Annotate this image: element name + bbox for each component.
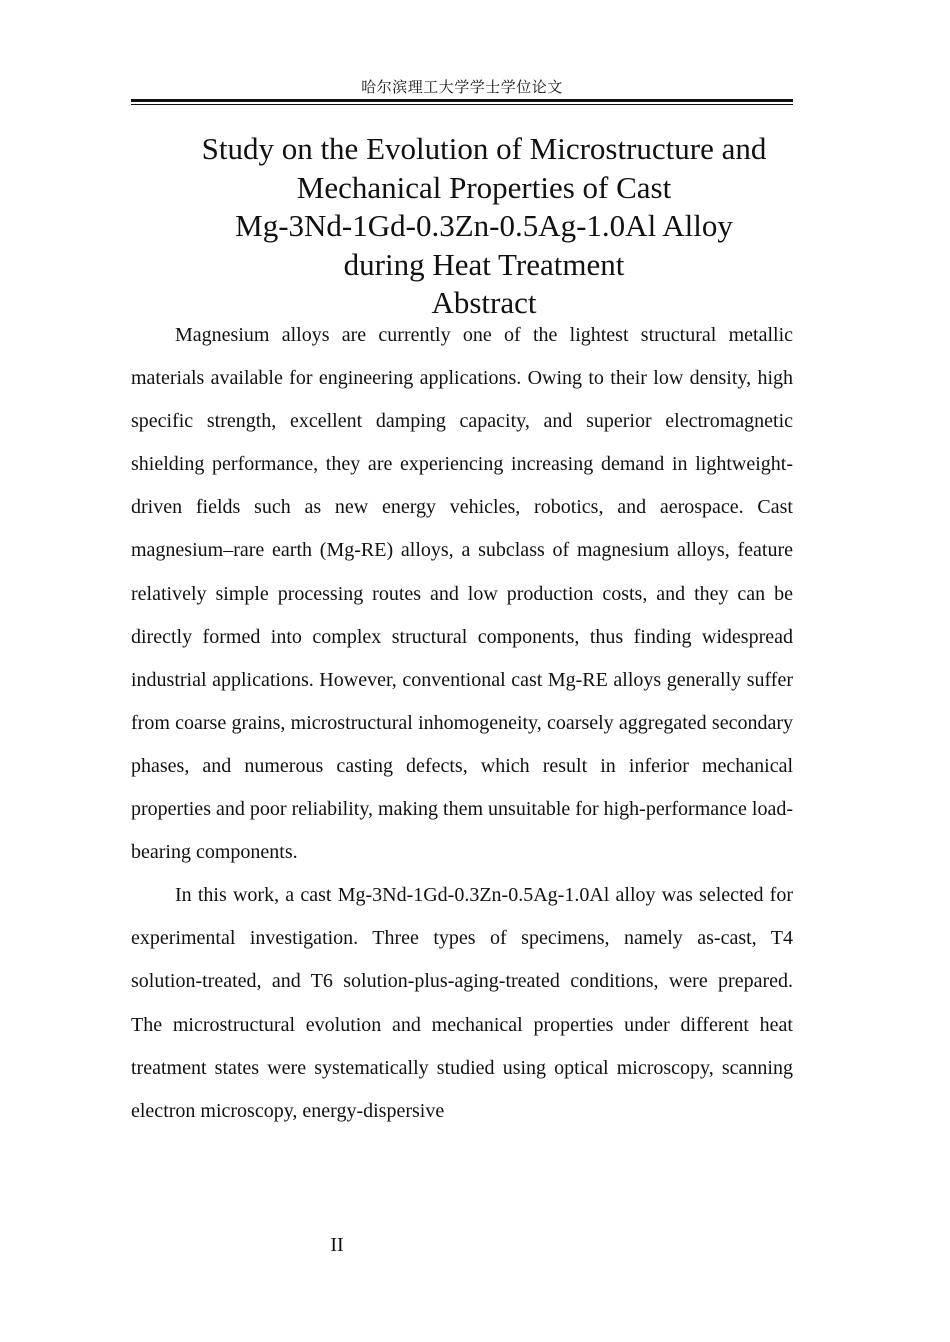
abstract-body — [131, 314, 793, 1133]
header-rule-thick — [131, 99, 793, 102]
abstract-heading: Abstract — [431, 285, 537, 320]
running-header: 哈尔滨理工大学学士学位论文 — [361, 80, 563, 96]
header-rule-thin — [131, 104, 793, 105]
thesis-title-line: Study on the Evolution of Microstructure and — [201, 131, 767, 166]
thesis-title — [131, 130, 837, 284]
abstract-paragraph: In this work, a cast Mg-3Nd-1Gd-0.3Zn-0.5Ag-1.0Al alloy was selected for experimental investigation. Three types of specimens, namely as-cast, T4 solution-treated, and T6 solution-plus-aging-treated conditions, were prepared. The microstructural evolution and mechanical properties under different heat treatment states were systematically studied using optical microscopy, scanning electron microscopy, energy-dispersive — [131, 884, 793, 1122]
thesis-title-line: Mg-3Nd-1Gd-0.3Zn-0.5Ag-1.0Al Alloy — [235, 208, 733, 243]
page-number: II — [330, 1234, 344, 1256]
abstract-paragraph: Magnesium alloys are currently one of the lightest structural metallic materials available for engineering applications. Owing to their low density, high specific strength, excellent damping capacity, and superior electromagnetic shielding performance, they are experiencing increasing demand in lightweight-driven fields such as new energy vehicles, robotics, and aerospace. Cast magnesium–rare earth (Mg-RE) alloys, a subclass of magnesium alloys, feature relatively simple processing routes and low production costs, and they can be directly formed into complex structural components, thus finding widespread industrial applications. However, conventional cast Mg-RE alloys generally suffer from coarse grains, microstructural inhomogeneity, coarsely aggregated secondary phases, and numerous casting defects, which result in inferior mechanical properties and poor reliability, making them unsuitable for high-performance load-bearing components. — [131, 324, 793, 864]
thesis-title-line: Mechanical Properties of Cast — [296, 169, 672, 205]
thesis-title-line: during Heat Treatment — [343, 246, 625, 282]
